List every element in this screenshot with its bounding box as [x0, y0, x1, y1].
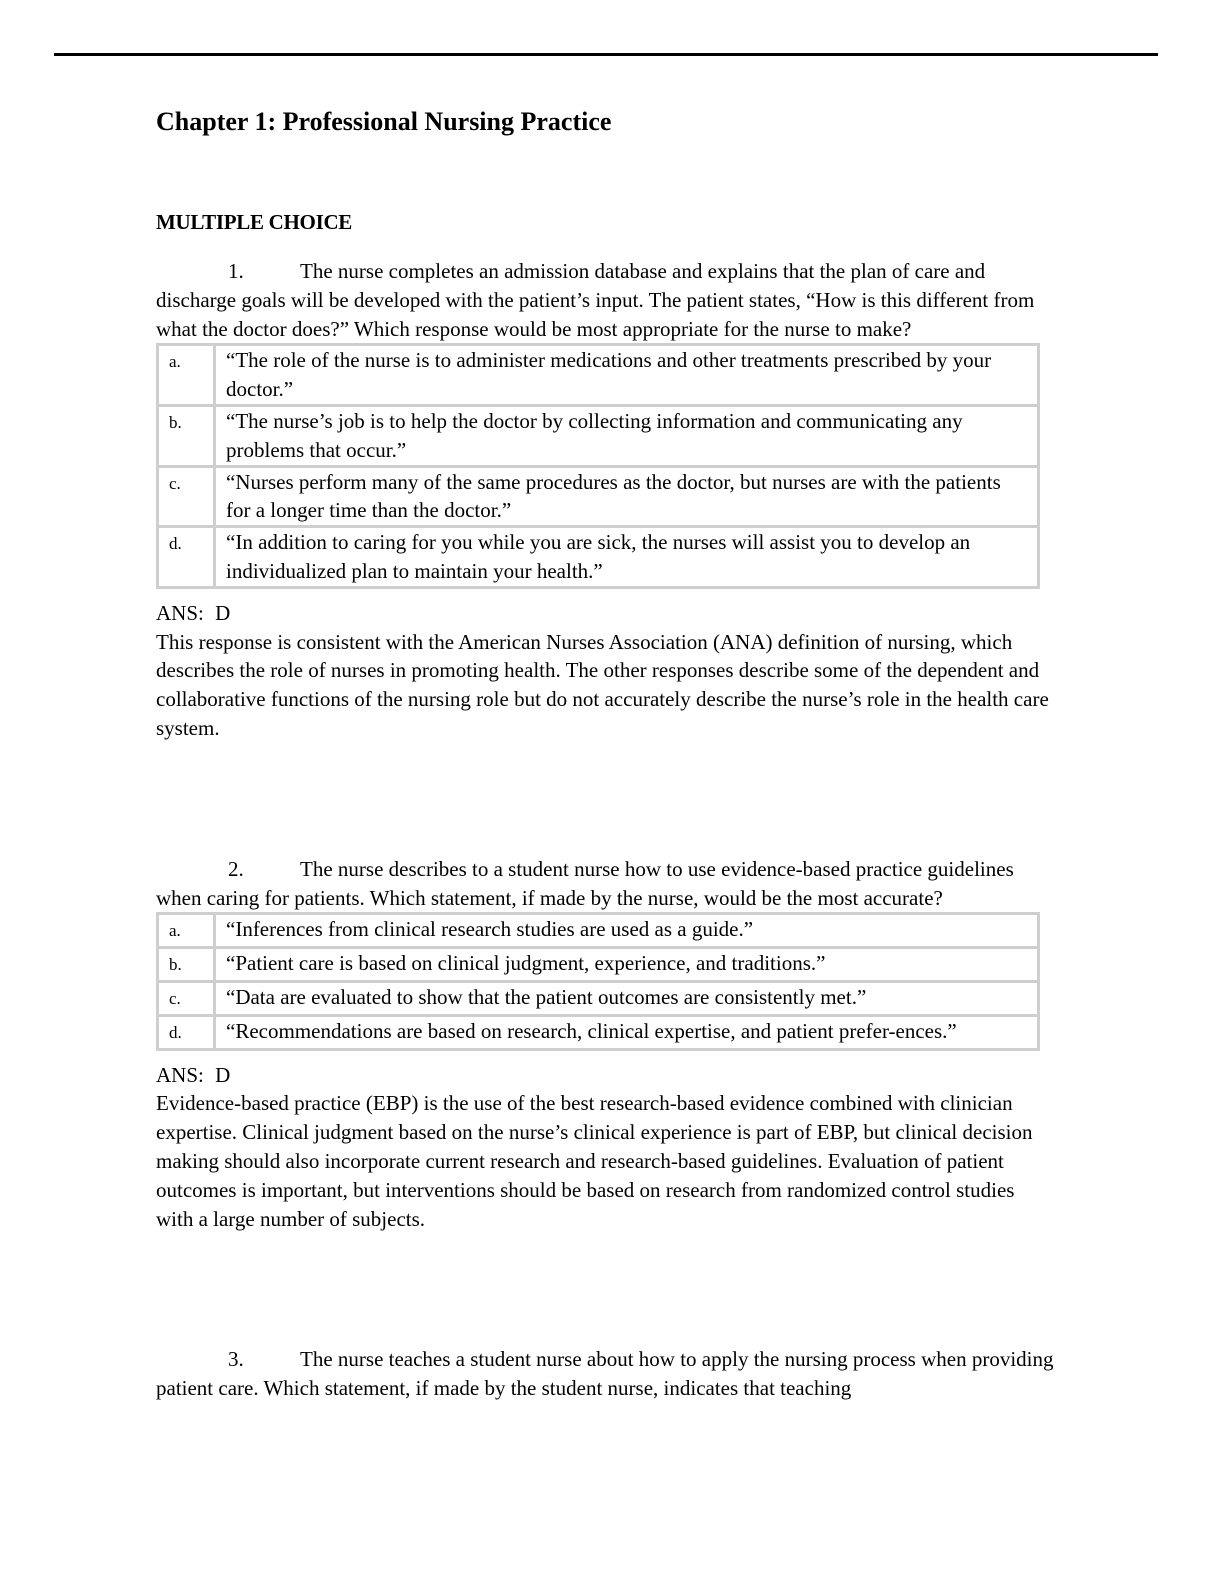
option-letter: b.: [158, 948, 215, 982]
question-stem: [156, 1345, 1056, 1403]
option-letter: d.: [158, 527, 215, 588]
option-letter: c.: [158, 981, 215, 1015]
document-body: [156, 104, 1056, 1403]
option-text: “Patient care is based on clinical judgment, experience, and traditions.”: [215, 948, 1039, 982]
option-text: “In addition to caring for you while you are sick, the nurses will assist you to develop an individualized plan to maintain your health.”: [215, 527, 1039, 588]
question-2: [156, 855, 1056, 1234]
question-3: [156, 1345, 1056, 1403]
option-row: [158, 1015, 1039, 1049]
answer-value: D: [215, 1062, 231, 1087]
header-rule: [54, 53, 1158, 56]
question-text: The nurse completes an admission database and explains that the plan of care and discharge goals will be developed with the patient’s input. The patient states, “How is this different from what the doctor does?” Which response would be most appropriate for the nurse to make?: [156, 259, 1035, 341]
option-row: [158, 914, 1039, 948]
option-row: [158, 345, 1039, 406]
option-text: “The role of the nurse is to administer medications and other treatments prescribed by your doctor.”: [215, 345, 1039, 406]
option-row: [158, 405, 1039, 466]
question-number: 3.: [228, 1347, 244, 1372]
answer-label: ANS:: [156, 1062, 204, 1087]
rationale-text: Evidence-based practice (EBP) is the use of the best research-based evidence combined with clinician expertise. Clinical judgment based on the nurse’s clinical experience is part of EBP, but clinical decision making should also incorporate current research and research-based guidelines. Evaluation of patient outcomes is important, but interventions should be based on research from randomized control studies with a large number of subjects.: [156, 1091, 1033, 1231]
option-text: “Inferences from clinical research studies are used as a guide.”: [215, 914, 1039, 948]
option-letter: d.: [158, 1015, 215, 1049]
answer-options-table: [156, 912, 1040, 1050]
option-row: [158, 981, 1039, 1015]
option-text: “The nurse’s job is to help the doctor by collecting information and communicating any problems that occur.”: [215, 405, 1039, 466]
option-text: “Data are evaluated to show that the patient outcomes are consistently met.”: [215, 981, 1039, 1015]
option-letter: a.: [158, 345, 215, 406]
section-heading: MULTIPLE CHOICE: [156, 210, 353, 234]
question-stem: [156, 257, 1056, 343]
answer-label: ANS:: [156, 600, 204, 625]
option-row: [158, 466, 1039, 527]
answer-line: [156, 1061, 1056, 1090]
option-text: “Recommendations are based on research, clinical expertise, and patient prefer-ences.”: [215, 1015, 1039, 1049]
option-text: “Nurses perform many of the same procedures as the doctor, but nurses are with the patients for a longer time than the doctor.”: [215, 466, 1039, 527]
question-number: 1.: [228, 259, 244, 283]
answer-value: D: [215, 600, 231, 625]
question-stem: [156, 855, 1056, 913]
option-row: [158, 527, 1039, 588]
question-text: The nurse teaches a student nurse about how to apply the nursing process when providing patient care. Which statement, if made by the student nurse, indicates that teaching: [156, 1347, 1054, 1401]
question-number: 2.: [228, 856, 244, 881]
option-row: [158, 948, 1039, 982]
question-text: The nurse describes to a student nurse how to use evidence-based practice guidelines when caring for patients. Which statement, if made by the nurse, would be the most accurate?: [156, 856, 1014, 910]
chapter-title: Chapter 1: Professional Nursing Practice: [156, 107, 612, 136]
option-letter: c.: [158, 466, 215, 527]
option-letter: b.: [158, 405, 215, 466]
rationale-text: This response is consistent with the American Nurses Association (ANA) definition of nursing, which describes the role of nurses in promoting health. The other responses describe some of the dependent and collaborative functions of the nursing role but do not accurately describe the nurse’s role in the health care system.: [156, 629, 1049, 740]
question-1: [156, 257, 1056, 743]
answer-line: [156, 599, 1056, 628]
option-letter: a.: [158, 914, 215, 948]
answer-options-table: [156, 343, 1040, 588]
